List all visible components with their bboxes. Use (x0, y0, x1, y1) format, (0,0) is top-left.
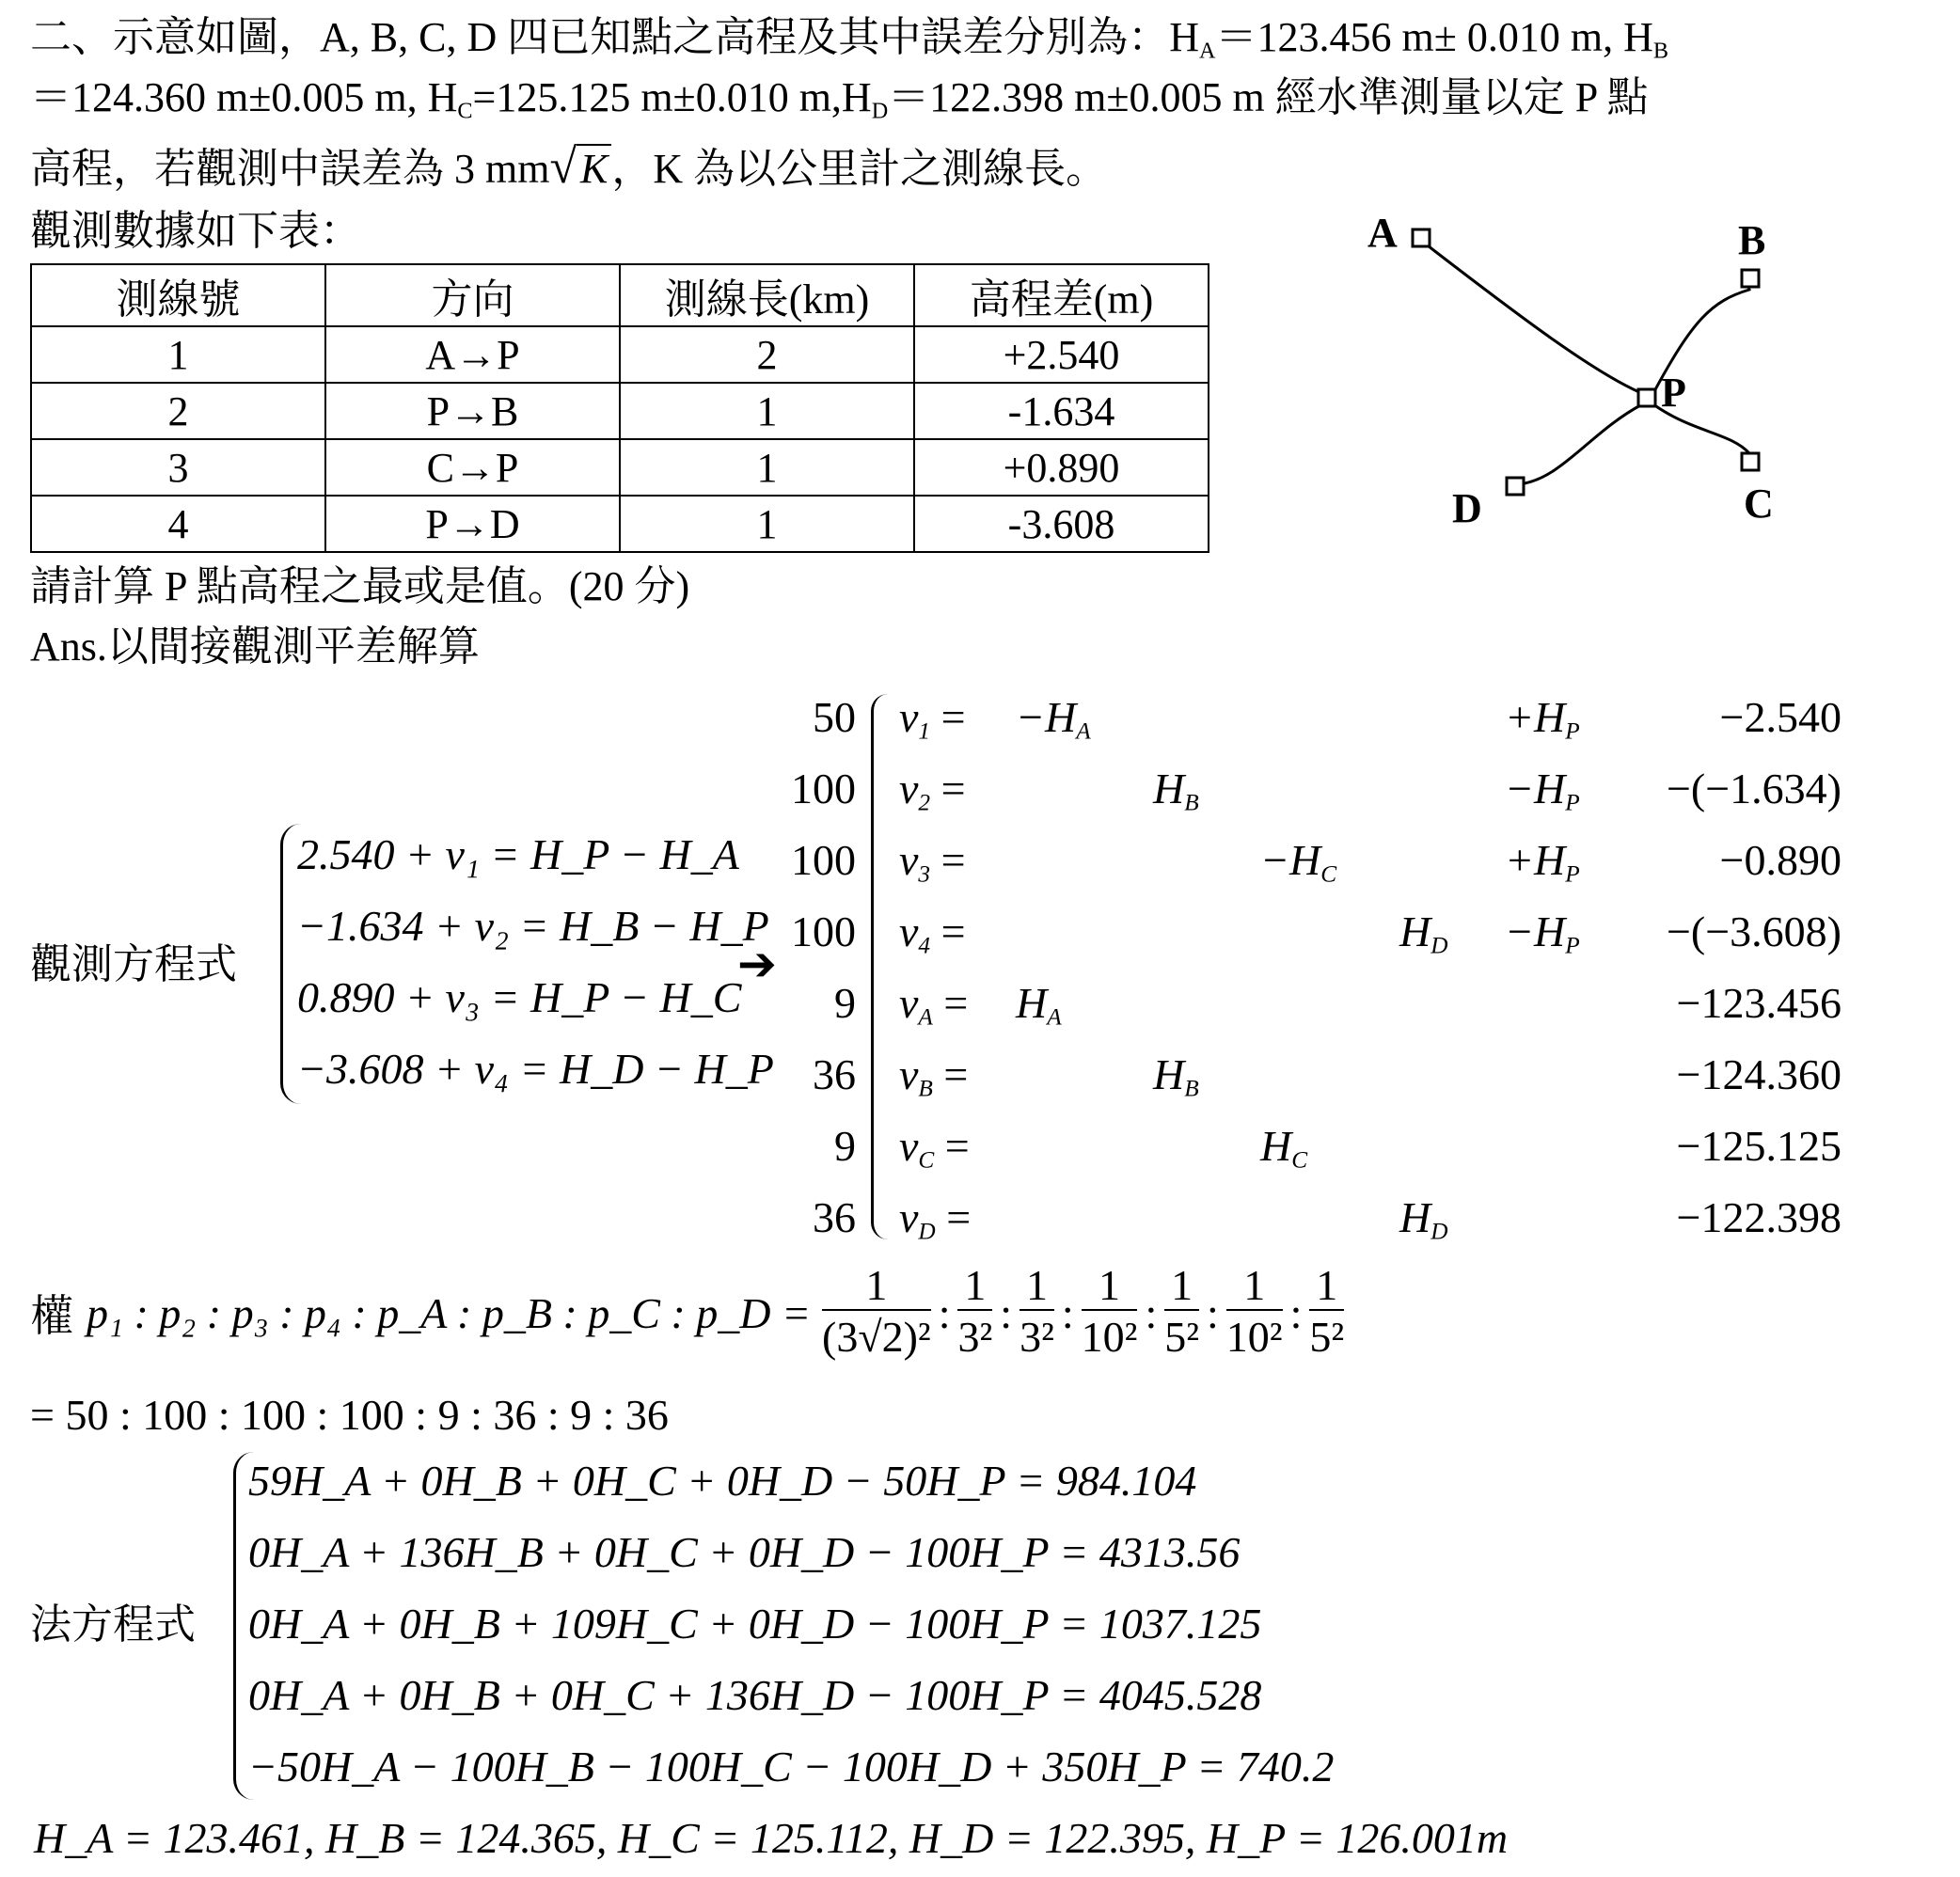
leveling-network-diagram (1354, 207, 1881, 545)
table-row (31, 326, 1209, 383)
weight-fraction: $\frac{1}{\text{5²}}$ (1164, 1261, 1200, 1361)
label-b: B (1738, 217, 1766, 263)
weight-fraction: $\frac{1}{\text{5²}}$ (1309, 1261, 1345, 1361)
hc-value: =125.125 m±0.010 m,H (472, 74, 872, 120)
problem-line-4: 觀測數據如下表： (30, 208, 361, 254)
arrow-icon: ➔ (737, 937, 777, 991)
table-cell: 2 (620, 326, 914, 383)
residual-term: $H_A$ (1016, 979, 1062, 1031)
table-cell: P→B (325, 383, 620, 439)
table-cell: 3 (31, 439, 325, 496)
residual-lhs: $v_C$ = (899, 1122, 970, 1174)
residual-term: $H_D$ (1399, 907, 1448, 959)
observation-eq: −3.608 + v₄ = H_D − H_P (297, 1045, 774, 1093)
weight-line (30, 1262, 1348, 1364)
weight-fraction: $\frac{1}{\text{3²}}$ (1020, 1261, 1054, 1361)
residual-lhs: $v_2$ = (899, 765, 966, 816)
observation-eq: −1.634 + v₂ = H_B − H_P (297, 902, 769, 950)
weight-fraction: $\frac{1}{\text{10²}}$ (1225, 1261, 1283, 1361)
residual-lhs: $v_D$ = (899, 1193, 972, 1245)
table-header-row (31, 264, 1209, 326)
weight-value: 36 (813, 1193, 856, 1241)
answer-intro: Ans.以間接觀測平差解算 (30, 623, 480, 670)
table-header: 高程差(m) (914, 264, 1209, 326)
point-b-marker (1742, 270, 1759, 287)
table-cell: -3.608 (914, 496, 1209, 552)
table-row (31, 439, 1209, 496)
line-a-p (1420, 240, 1646, 395)
sub-a: A (1199, 38, 1216, 64)
ratio-colon: : (1289, 1288, 1303, 1337)
residual-term: $-H_P$ (1505, 907, 1580, 959)
sqrt-k: K (577, 144, 611, 192)
problem-line-3-end: ，K 為以公里計之測線長。 (611, 146, 1108, 192)
ratio-colon: : (1000, 1288, 1013, 1337)
sub-d: D (871, 98, 889, 124)
residual-term: $H_C$ (1260, 1122, 1308, 1174)
residual-term: $H_B$ (1153, 765, 1199, 816)
normal-eq: 59H_A + 0H_B + 0H_C + 0H_D − 50H_P = 984.104 (248, 1457, 1197, 1505)
problem-line-1-text: 二、示意如圖，A, B, C, D 四已知點之高程及其中誤差分別為：H (30, 14, 1200, 60)
residual-term: $-H_P$ (1505, 765, 1580, 816)
residual-lhs: $v_3$ = (899, 836, 966, 888)
label-a: A (1367, 210, 1398, 256)
table-cell: 1 (620, 383, 914, 439)
table-cell: -1.634 (914, 383, 1209, 439)
problem-line-2 (30, 68, 1649, 141)
label-p: P (1661, 370, 1686, 416)
normal-eq: 0H_A + 136H_B + 0H_C + 0H_D − 100H_P = 4313.56 (248, 1528, 1241, 1576)
normal-eq: −50H_A − 100H_B − 100H_C − 100H_D + 350H_P = 740.2 (248, 1743, 1335, 1790)
table-row (31, 496, 1209, 552)
weight-lhs: p₁ : p₂ : p₃ : p₄ : p_A : p_B : p_C : p_D = (87, 1288, 812, 1337)
label-d: D (1452, 485, 1482, 531)
table-cell: 2 (31, 383, 325, 439)
question-text: 請計算 P 點高程之最或是值。(20 分) (30, 563, 690, 609)
residual-lhs: $v_1$ = (899, 693, 966, 745)
normal-label: 法方程式 (30, 1601, 196, 1648)
observation-table (30, 263, 1209, 553)
residual-constant: −123.456 (1676, 979, 1841, 1027)
weight-value: 9 (834, 1122, 856, 1170)
point-a-marker (1413, 229, 1430, 246)
ratio-colon: : (1145, 1288, 1158, 1337)
table-cell: 4 (31, 496, 325, 552)
weight-fraction: $\frac{1}{\text{3²}}$ (957, 1261, 993, 1361)
table-cell: 1 (620, 439, 914, 496)
table-cell: +2.540 (914, 326, 1209, 383)
table-cell: A→P (325, 326, 620, 383)
table-cell: 1 (31, 326, 325, 383)
error-eq-brace (871, 694, 891, 1239)
ratio-colon: : (1207, 1288, 1219, 1337)
weight-value: 100 (791, 765, 856, 812)
weight-label: 權 (30, 1292, 73, 1340)
observation-label: 觀測方程式 (30, 941, 237, 987)
line-p-d (1519, 404, 1642, 484)
residual-constant: −125.125 (1676, 1122, 1841, 1170)
table-cell: P→D (325, 496, 620, 552)
table-cell: C→P (325, 439, 620, 496)
normal-eq: 0H_A + 0H_B + 109H_C + 0H_D − 100H_P = 1037.125 (248, 1600, 1262, 1648)
weight-value: 9 (834, 979, 856, 1027)
label-c: C (1744, 481, 1774, 527)
sub-c: C (457, 98, 473, 124)
residual-constant: −2.540 (1719, 693, 1841, 741)
table-row (31, 383, 1209, 439)
ratio-colon: : (1061, 1288, 1074, 1337)
weight-value: 100 (791, 907, 856, 955)
point-c-marker (1742, 453, 1759, 470)
weight-fractions (818, 1262, 1348, 1364)
residual-constant: −122.398 (1676, 1193, 1841, 1241)
residual-constant: −124.360 (1676, 1050, 1841, 1098)
weight-value: 50 (813, 693, 856, 741)
sub-b: B (1652, 38, 1669, 64)
hd-value: ＝122.398 m±0.005 m 經水準測量以定 P 點 (888, 74, 1649, 120)
table-header: 方向 (325, 264, 620, 326)
weight-value: 100 (791, 836, 856, 884)
observation-eq: 2.540 + v₁ = H_P − H_A (297, 830, 739, 878)
point-d-marker (1507, 478, 1524, 495)
residual-term: $-H_C$ (1260, 836, 1337, 888)
problem-line-3 (30, 137, 1107, 199)
ha-value: ＝123.456 m± 0.010 m, H (1215, 14, 1653, 60)
solution-line: H_A = 123.461, H_B = 124.365, H_C = 125.112, H_D = 122.395, H_P = 126.001m (34, 1814, 1509, 1862)
residual-term: $H_D$ (1399, 1193, 1448, 1245)
residual-term: $H_B$ (1153, 1050, 1199, 1102)
table-cell: +0.890 (914, 439, 1209, 496)
weight-fraction: $\frac{1}{\text{(3√2)²}}$ (822, 1261, 931, 1361)
normal-eq: 0H_A + 0H_B + 0H_C + 136H_D − 100H_P = 4045.528 (248, 1671, 1262, 1719)
weight-value: 36 (813, 1050, 856, 1098)
residual-lhs: $v_4$ = (899, 907, 966, 959)
residual-term: $-H_A$ (1016, 693, 1091, 745)
residual-term: $+H_P$ (1505, 693, 1580, 745)
residual-constant: −(−1.634) (1666, 765, 1841, 812)
table-cell: 1 (620, 496, 914, 552)
table-header: 測線號 (31, 264, 325, 326)
residual-term: $+H_P$ (1505, 836, 1580, 888)
residual-constant: −0.890 (1719, 836, 1841, 884)
problem-line-3-text: 高程，若觀測中誤差為 3 mm (30, 146, 550, 192)
hb-value: ＝124.360 m±0.005 m, H (30, 74, 458, 120)
weight-result: = 50 : 100 : 100 : 100 : 9 : 36 : 9 : 36 (30, 1391, 669, 1439)
weight-fraction: $\frac{1}{\text{10²}}$ (1081, 1261, 1138, 1361)
residual-lhs: $v_A$ = (899, 979, 969, 1031)
point-p-marker (1638, 389, 1655, 406)
ratio-colon: : (938, 1288, 951, 1337)
residual-constant: −(−3.608) (1666, 907, 1841, 955)
residual-lhs: $v_B$ = (899, 1050, 969, 1102)
observation-eq: 0.890 + v₃ = H_P − H_C (297, 973, 742, 1021)
sqrt-symbol: √ (549, 140, 577, 194)
table-header: 測線長(km) (620, 264, 914, 326)
